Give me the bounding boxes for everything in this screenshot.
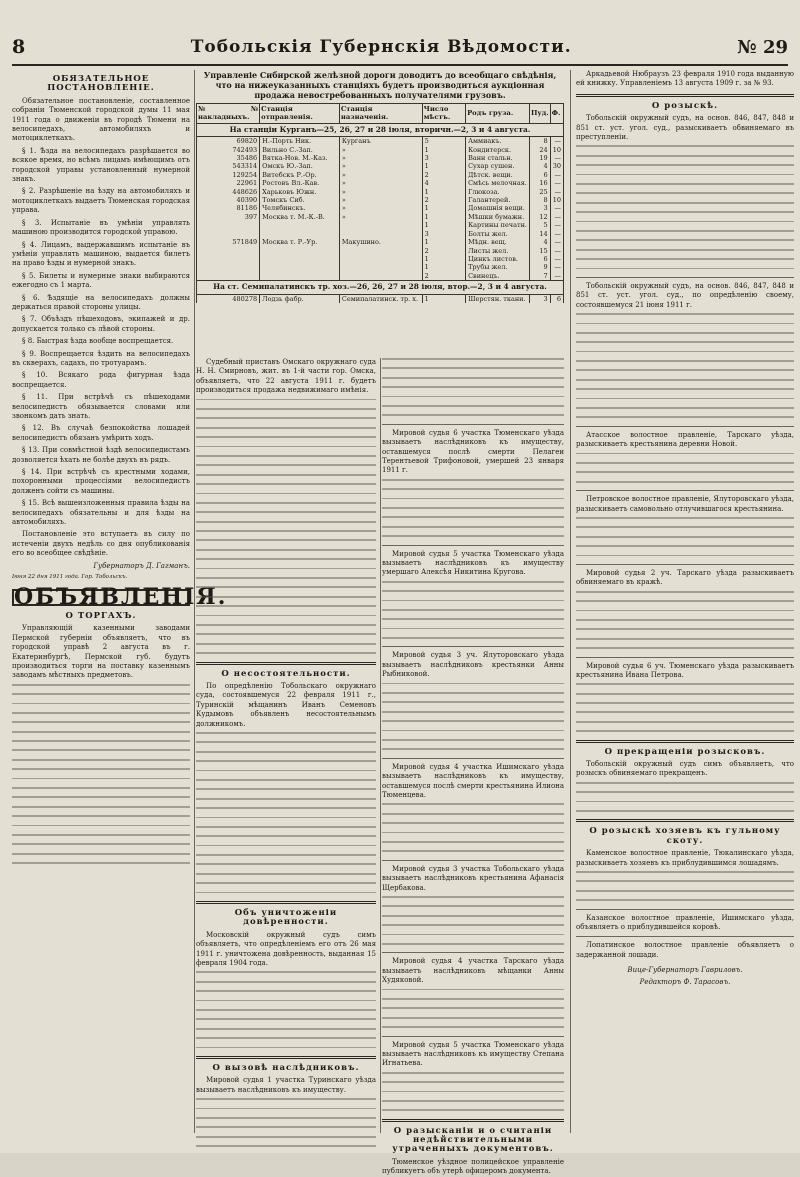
ordinance-item: § 8. Быстрая ѣзда вообще воспрещается. (22, 337, 174, 346)
table-cell: 22961 (197, 179, 260, 187)
table-cell: Семипалатинск. тр. х. (339, 294, 422, 303)
table-cell: 1 (422, 221, 465, 229)
table-row (197, 204, 564, 212)
table-cell: Аммиакъ. (466, 137, 530, 146)
table-cell (260, 272, 340, 281)
column-right (570, 70, 794, 1133)
table-cell: Макушино. (339, 238, 422, 246)
table-cell: — (550, 230, 563, 238)
table-cell: 448626 (197, 188, 260, 196)
table-cell: 4 (529, 238, 550, 246)
article-paragraph: Мировой судья 4 участка Ишимскаго уѣзда вызываетъ наслѣдниковъ къ имуществу, оставшемуся послѣ смерти крестьянина Илиона Тюменцева. (382, 762, 564, 800)
table-cell: Шерстян. ткани. (466, 294, 530, 303)
text-lines (576, 683, 794, 732)
table-cell: 6 (529, 255, 550, 263)
table-cell: 571849 (197, 238, 260, 246)
table-cell: — (550, 204, 563, 212)
table-cell: 6 (550, 294, 563, 303)
article-paragraph: Мировой судья 6 уч. Тюменскаго уѣзда разыскиваетъ крестьянина Ивана Петрова. (576, 661, 794, 679)
table-cell (197, 272, 260, 281)
text-lines (196, 971, 376, 1048)
table-row (197, 171, 564, 179)
table-cell: Челябинскъ. (260, 204, 340, 212)
table-cell: — (550, 272, 563, 281)
table-cell: Н.-Порть Ник. (260, 137, 340, 146)
table-cell: » (339, 146, 422, 154)
article-paragraph: Казанское волостное правленіе, Ишимскаго уѣзда, объявляетъ о приблудившейся коровѣ. (576, 913, 794, 932)
table-cell: — (550, 247, 563, 255)
table-header: Ф. (550, 104, 563, 124)
table-cell: 30 (550, 162, 563, 170)
table-header: Станція отправленія. (260, 104, 340, 124)
table-header: Пуд. (529, 104, 550, 124)
table-cell: 3 (529, 204, 550, 212)
table-cell (197, 247, 260, 255)
table-cell: — (550, 263, 563, 271)
table-cell: 10 (550, 196, 563, 204)
table-cell (260, 263, 340, 271)
table-cell: Вильно С.-Зап. (260, 146, 340, 154)
table-cell: Свинецъ. (466, 272, 530, 281)
table-cell: » (339, 196, 422, 204)
article-paragraph: Тобольскій окружный судъ симъ объявляетъ, что розыскъ обвиняемаго прекращенъ. (576, 760, 794, 778)
section-heading: О розыскѣ. (651, 100, 719, 111)
table-row (197, 162, 564, 170)
table-cell: 35486 (197, 154, 260, 162)
article-paragraph: По опредѣленію Тобольскаго окружнаго суда, состоявшемуся 22 февраля 1911 г., Туринскій мѣщанинъ Иванъ Семеновъ Кудымовъ объявленъ несостоятельнымъ должникомъ. (196, 681, 376, 728)
table-cell: 129254 (197, 171, 260, 179)
table-cell: » (339, 213, 422, 221)
text-lines (382, 803, 564, 852)
text-lines (382, 581, 564, 639)
column-middle-top (196, 70, 564, 354)
table-cell: 3 (422, 154, 465, 162)
table-cell: Ванн стальн. (466, 154, 530, 162)
ordinance-item: § 4. Лицамъ, выдержавшимъ испытаніе въ умѣніи управлять машиною, выдается билетъ на право ѣзды и нумерной знакъ. (12, 240, 190, 268)
ordinance-item: § 5. Билеты и нумерные знаки выбираются ежегодно съ 1 марта. (12, 271, 190, 290)
ordinance-item: § 15. Всѣ вышеизложенныя правила ѣзды на велосипедахъ обязательны и для ѣзды на автомобиляхъ. (12, 499, 190, 527)
signature: Губернаторъ Д. Гагманъ. (93, 561, 190, 570)
table-section-row (197, 281, 564, 294)
table-row (197, 146, 564, 154)
table-cell (260, 255, 340, 263)
table-cell: 1 (422, 263, 465, 271)
table-cell: 543314 (197, 162, 260, 170)
table-cell: 12 (529, 213, 550, 221)
ordinance-item: § 11. При встрѣчѣ съ пѣшеходами велосипедистъ обязывается словами или звонкомъ дать знать. (12, 393, 190, 420)
table-cell: 9 (529, 263, 550, 271)
text-lines (576, 591, 794, 649)
table-cell: 1 (422, 255, 465, 263)
table-row (197, 247, 564, 255)
signature-note: Іюня 22 дня 1911 года. Гор. Тобольскъ. (12, 574, 128, 581)
table-cell: Курганъ (339, 137, 422, 146)
article-paragraph: Московскій окружный судъ симъ объявляетъ, что опредѣленіемъ его отъ 26 мая 1911 г. уничтожена довѣренность, выданная 15 февраля 1904 года. (196, 930, 376, 968)
table-body (197, 123, 564, 280)
table-cell (339, 221, 422, 229)
table-cell: Трубы жел. (466, 263, 530, 271)
ordinance-item: § 2. Разрѣшеніе на ѣзду на автомобиляхъ и мотоциклеткахъ выдаетъ Тюменская городская управа. (12, 187, 190, 215)
text-lines (196, 1098, 376, 1147)
table-cell: 15 (529, 247, 550, 255)
article-paragraph: Атасское волостное правленіе, Тарскаго уѣзда, разыскиваетъ крестьянина деревни Новой. (576, 430, 794, 449)
table-cell: Мѣдн. вещ. (466, 238, 530, 246)
text-lines (576, 453, 794, 483)
article-paragraph: Мировой судья 1 участка Туринскаго уѣзда вызываетъ наслѣдниковъ къ имуществу. (196, 1076, 376, 1094)
text-lines (382, 683, 564, 751)
section-heading: Объ уничтоженіи довѣренности. (234, 908, 338, 928)
table-cell: Сухар сушен. (466, 162, 530, 170)
table-cell: 19 (529, 154, 550, 162)
table-cell: Ростовъ Вл.-Кав. (260, 179, 340, 187)
table-header: №№ накладныхъ. (198, 105, 259, 122)
section-heading: О розыскѣ хозяевъ къ гульному скоту. (589, 826, 781, 846)
table-row (197, 179, 564, 187)
table-cell: 5 (422, 137, 465, 146)
section-heading: О ТОРГАХЪ. (65, 610, 137, 621)
table-cell: 25 (529, 188, 550, 196)
table-cell (197, 230, 260, 238)
table-cell: 4 (422, 179, 465, 187)
ordinance-item: § 10. Всякаго рода фигурная ѣзда воспрещается. (12, 371, 190, 389)
ordinance-items (12, 147, 190, 528)
table-cell (339, 263, 422, 271)
column-middle-right (382, 358, 564, 1176)
table-cell: » (339, 162, 422, 170)
table-row (197, 255, 564, 263)
page-header (12, 30, 788, 66)
table-cell: 14 (529, 230, 550, 238)
table-cell: Витебскъ Р.-Ор. (260, 171, 340, 179)
table-cell (197, 255, 260, 263)
article-paragraph: Лопатинское волостное правленіе объявляетъ о задержанной лошади. (576, 941, 794, 959)
ordinance-item: § 9. Воспрещается ѣздить на велосипедахъ въ скверахъ, садахъ, по тротуарамъ. (12, 349, 190, 367)
ordinance-item: § 6. Ѣздящіе на велосипедахъ должны держаться правой стороны улицы. (12, 293, 190, 311)
table-cell: 3 (529, 294, 550, 303)
table-cell: Домашнія вещи. (466, 204, 530, 212)
vice-governor-signature: Вице-Губернаторъ Гавриловъ. (627, 966, 743, 975)
section-caption: На ст. Семипалатинскъ тр. хоз.—26, 26, 27 и 28 іюля, втор.—2, 3 и 4 августа. (197, 281, 564, 294)
text-lines (576, 782, 794, 812)
table-header: Число мѣстъ. (422, 104, 465, 124)
column-middle-left (196, 358, 381, 1133)
table-header: Станція назначенія. (339, 104, 422, 124)
article-paragraph: Мировой судья 2 уч. Тарскаго уѣзда разыскиваетъ обвиняемаго въ кражѣ. (576, 568, 794, 587)
article-paragraph: Тобольскій окружный судъ, на основ. 846, 847, 848 и 851 ст. уст. угол. суд., по опредѣленію своему, состоявшемуся 21 іюня 1911 г. (576, 281, 794, 309)
cargo-table (196, 103, 564, 303)
table-row (197, 188, 564, 196)
article-paragraph: Каменское волостное правленіе, Тюкалинскаго уѣзда, разыскиваетъ хозяевъ къ приблудившимся лошадямъ. (576, 849, 794, 867)
section-heading: ОБЯЗАТЕЛЬНОЕ ПОСТАНОВЛЕНІЕ. (47, 74, 155, 94)
announcements-heading: ОБЪЯВЛЕНІЯ. (14, 583, 228, 610)
table-row (197, 137, 564, 146)
text-lines (576, 313, 794, 418)
table-cell: » (339, 204, 422, 212)
table-cell: Вятка-Нов. М.-Каз. (260, 154, 340, 162)
text-lines (576, 871, 794, 901)
ordinance-item: § 3. Испытаніе въ умѣніи управлять машиною производится городской управою. (12, 218, 190, 237)
table-cell: 2 (422, 272, 465, 281)
text-lines (382, 1072, 564, 1111)
section-heading: О вызовѣ наслѣдниковъ. (212, 1062, 360, 1073)
article-paragraph: Обязательное постановленіе, составленное собраніи Тюменской городской думы 11 мая 1911 года о движеніи въ городѣ Тюмени на велосипедахъ, автомобиляхъ и мотоциклеткахъ. (12, 96, 190, 143)
table-cell: 1 (422, 213, 465, 221)
closing-paragraph: Постановленіе это вступаетъ въ силу по истеченіи двухъ недѣль со дня опубликованія его во всеобщее свѣдѣніе. (12, 530, 190, 558)
table-cell (260, 221, 340, 229)
table-cell: Омскъ Ю.-Зап. (260, 162, 340, 170)
ordinance-item: § 13. При совмѣстной ѣздѣ велосипедистамъ дозволяется ѣхать не болѣе двухъ въ рядъ. (12, 446, 190, 464)
table-row (197, 154, 564, 162)
table-row (197, 294, 564, 303)
table-body (197, 281, 564, 303)
table-cell (260, 230, 340, 238)
table-cell: 6 (529, 171, 550, 179)
article-paragraph: Мировой судья 5 участка Тюменскаго уѣзда вызываетъ наслѣдниковъ къ имуществу Степана Игнатьева. (382, 1040, 564, 1068)
table-cell: — (550, 171, 563, 179)
section-heading: О несостоятельности. (221, 668, 351, 679)
table-cell: 3 (422, 230, 465, 238)
table-cell: » (339, 188, 422, 196)
newspaper-title: Тобольскія Губернскія Вѣдомости. (190, 37, 572, 57)
table-row (197, 221, 564, 229)
table-header: Родъ груза. (466, 104, 530, 124)
article-paragraph: Тобольскій окружный судъ, на основ. 846, 847, 848 и 851 ст. уст. угол. суд., разыскиваетъ обвиняемаго въ преступленіи. (576, 114, 794, 142)
section-heading: О прекращеніи розысковъ. (604, 746, 766, 757)
table-cell: 2 (422, 196, 465, 204)
table-cell: Дѣтск. вещи. (466, 171, 530, 179)
table-row (197, 238, 564, 246)
table-cell: 397 (197, 213, 260, 221)
table-cell: Листы жел. (466, 247, 530, 255)
table-cell: Москва т. Р.-Ур. (260, 238, 340, 246)
table-cell: Смѣсь мелочная. (466, 179, 530, 187)
text-lines (382, 989, 564, 1028)
ordinance-item: § 14. При встрѣчѣ съ крестными ходами, похоронными процессіями велосипедистъ долженъ сойти съ машины. (12, 468, 190, 495)
table-cell: 40390 (197, 196, 260, 204)
table-cell: » (339, 154, 422, 162)
issue-number: № 29 (737, 36, 788, 58)
table-cell (339, 272, 422, 281)
table-cell: — (550, 238, 563, 246)
table-cell (339, 247, 422, 255)
table-cell: Кондитерск. (466, 146, 530, 154)
ordinance-item: § 12. Въ случаѣ безпокойства лошадей велосипедистъ обязанъ умѣрить ходъ. (12, 424, 190, 442)
table-cell (339, 230, 422, 238)
page-number: 8 (12, 36, 26, 58)
table-cell: — (550, 221, 563, 229)
railway-notice: Управленіе Сибирской желѣзной дороги доводитъ до всеобщаго свѣдѣнія, что на нижеуказанныхъ станціяхъ будетъ производиться аукціонная продажа невостребованныхъ получателями грузовъ. (203, 70, 557, 100)
table-cell: Лодзь фабр. (260, 294, 340, 303)
table-cell: Мѣшки бумажн. (466, 213, 530, 221)
table-section-row (197, 123, 564, 136)
table-cell: — (550, 255, 563, 263)
text-lines (12, 684, 190, 864)
table-cell (260, 247, 340, 255)
article-paragraph: Тюменское уѣздное полицейское управленіе публикуетъ объ утерѣ офицеромъ документа. (382, 1157, 564, 1176)
editor-signature: Редакторъ Ф. Тарасовъ. (639, 977, 731, 986)
table-cell: 81186 (197, 204, 260, 212)
table-cell: 1 (422, 146, 465, 154)
article-paragraph: Аркадьевой Нюбраузъ 23 февраля 1910 года выданную ей книжку. Управленіемъ 13 августа 1909 г. за № 93. (576, 70, 794, 88)
table-header-row (197, 104, 564, 124)
table-cell: Харьковъ Южн. (260, 188, 340, 196)
column-left (12, 70, 228, 1133)
section-caption: На станціи Курганъ—25, 26, 27 и 28 іюля, вторичн.—2, 3 и 4 августа. (197, 123, 564, 136)
text-lines (382, 896, 564, 945)
table-cell (197, 263, 260, 271)
ordinance-item: § 1. Ѣзда на велосипедахъ разрѣшается во всякое время, но всѣмъ лицамъ имѣющимъ отъ городской управы установленный нумерной знакъ. (12, 146, 190, 184)
article-paragraph: Мировой судья 3 участка Тобольскаго уѣзда вызываетъ наслѣдниковъ крестьянина Афанасія Щербакова. (382, 864, 564, 892)
article-paragraph: Мировой судья 5 участка Тюменскаго уѣзда вызываетъ наслѣдниковъ къ имуществу умершаго Алексѣя Никитина Кругова. (382, 549, 564, 577)
table-cell: Галантерей. (466, 196, 530, 204)
table-cell: 24 (529, 146, 550, 154)
table-cell: 1 (422, 162, 465, 170)
table-cell: 16 (529, 179, 550, 187)
text-lines (576, 517, 794, 556)
article-paragraph: Управляющій казенными заводами Пермской губерніи объявляетъ, что въ городской управѣ 2 августа въ г. Екатеринбургѣ, Пермской губ. будутъ производиться торги на поставку казеннымъ заводамъ мѣстныхъ предметовъ. (12, 624, 190, 680)
article-paragraph: Мировой судья 4 участка Тарскаго уѣзда вызываетъ наслѣдниковъ мѣщанки Анны Худяковой. (382, 957, 564, 985)
table-cell: 8 (529, 196, 550, 204)
article-paragraph: Мировой судья 3 уч. Ялуторовскаго уѣзда вызываетъ наслѣдниковъ крестьянки Анны Рыбниковой. (382, 651, 564, 679)
table-cell: 742493 (197, 146, 260, 154)
table-cell: Глюкоза. (466, 188, 530, 196)
article-paragraph: Петровское волостное правленіе, Ялуторовскаго уѣзда, разыскиваетъ самовольно отлучившагося крестьянина. (576, 495, 794, 513)
article-paragraph: Мировой судья 6 участка Тюменскаго уѣзда вызываетъ наслѣдниковъ къ имуществу, оставшемуся послѣ смерти Пелагеи Терентьевой Трифоновой, умершей 23 января 1911 г. (382, 428, 564, 475)
table-cell: Болты жел. (466, 230, 530, 238)
table-cell: — (550, 154, 563, 162)
table-cell: 2 (422, 247, 465, 255)
ordinance-item: § 7. Объѣздъ пѣшеходовъ, экипажей и др. допускается только съ лѣвой стороны. (12, 315, 190, 333)
table-cell: Москва т. М.-К.-В. (260, 213, 340, 221)
table-cell: 10 (550, 146, 563, 154)
text-lines (196, 399, 376, 654)
table-cell: 480278 (197, 294, 260, 303)
table-cell: — (550, 188, 563, 196)
table-cell: 4 (529, 162, 550, 170)
section-heading: О разысканіи и о считаніи недѣйствительными утраченныхъ документовъ. (392, 1125, 554, 1155)
table-row (197, 196, 564, 204)
table-cell: — (550, 213, 563, 221)
table-row (197, 272, 564, 281)
table-row (197, 213, 564, 221)
table-cell (197, 221, 260, 229)
table-cell: 1 (422, 188, 465, 196)
table-cell: 2 (422, 171, 465, 179)
table-row (197, 263, 564, 271)
table-cell: — (550, 137, 563, 146)
text-lines (382, 358, 564, 416)
table-cell: » (339, 179, 422, 187)
table-cell: Картины печатн. (466, 221, 530, 229)
table-cell: 1 (422, 204, 465, 212)
table-row (197, 230, 564, 238)
text-lines (382, 479, 564, 537)
table-cell: Томскъ Сиб. (260, 196, 340, 204)
table-cell: 7 (529, 272, 550, 281)
table-cell: 8 (529, 137, 550, 146)
table-cell: 1 (422, 294, 465, 303)
text-lines (196, 732, 376, 893)
text-lines (576, 145, 794, 269)
table-cell: 5 (529, 221, 550, 229)
table-cell: » (339, 171, 422, 179)
table-cell: — (550, 179, 563, 187)
table-cell: Цинкъ листов. (466, 255, 530, 263)
table-cell: 1 (422, 238, 465, 246)
table-cell: 69820 (197, 137, 260, 146)
article-paragraph: Судебный приставъ Омскаго окружнаго суда Н. Н. Смирновъ, жит. въ 1-й части гор. Омска, объявляетъ, что 22 августа 1911 г. будетъ производиться продажа недвижимаго имѣнія. (196, 358, 376, 395)
table-cell (339, 255, 422, 263)
